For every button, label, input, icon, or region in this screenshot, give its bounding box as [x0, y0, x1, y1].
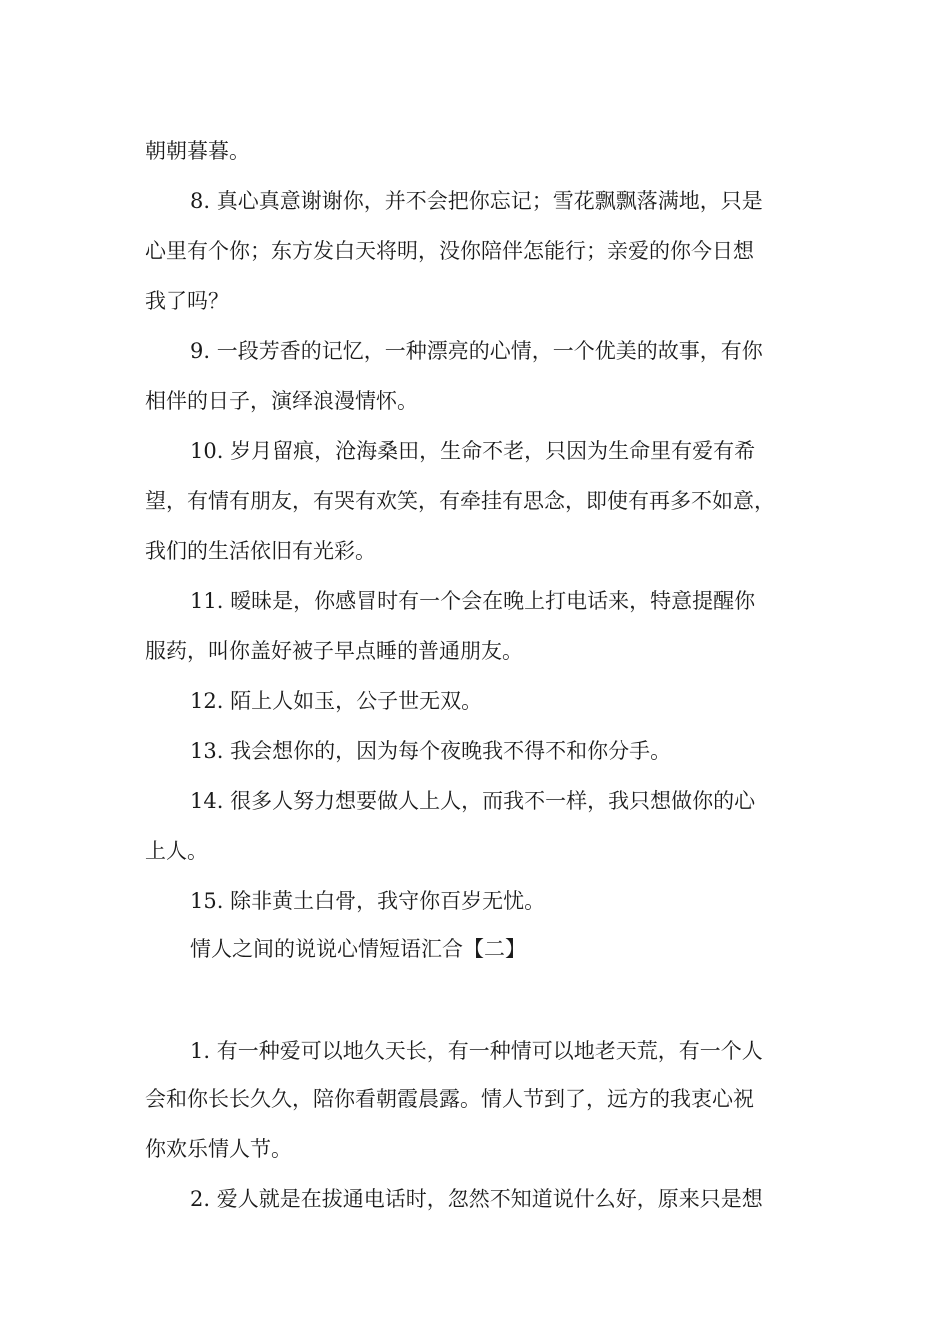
- text-line: 我们的生活依旧有光彩。: [145, 539, 376, 563]
- text-line: 你欢乐情人节。: [145, 1137, 292, 1161]
- text-line: 望，有情有朋友，有哭有欢笑，有牵挂有思念，即使有再多不如意，: [145, 489, 775, 513]
- list-item-15-line: 15. 除非黄土白骨，我守你百岁无忧。: [190, 889, 546, 913]
- list-item-10-line: 10. 岁月留痕，沧海桑田，生命不老，只因为生命里有爱有希: [190, 439, 756, 463]
- text-line: 会和你长长久久，陪你看朝霞晨露。情人节到了，远方的我衷心祝: [145, 1087, 754, 1111]
- text-line: 朝朝暮暮。: [145, 139, 250, 163]
- list-item-14-line: 14. 很多人努力想要做人上人，而我不一样，我只想做你的心: [190, 789, 756, 813]
- text-line: 心里有个你；东方发白天将明，没你陪伴怎能行；亲爱的你今日想: [145, 239, 754, 263]
- list-item-1-line: 1. 有一种爱可以地久天长，有一种情可以地老天荒，有一个人: [190, 1039, 763, 1063]
- text-line: 我了吗？: [145, 289, 229, 313]
- list-item-11-line: 11. 暧昧是，你感冒时有一个会在晚上打电话来，特意提醒你: [190, 589, 756, 613]
- section-heading: 情人之间的说说心情短语汇合【二】: [190, 937, 526, 961]
- text-line: 相伴的日子，演绎浪漫情怀。: [145, 389, 418, 413]
- list-item-9-line: 9. 一段芳香的记忆，一种漂亮的心情，一个优美的故事，有你: [190, 339, 763, 363]
- text-line: 上人。: [145, 839, 208, 863]
- list-item-8-line: 8. 真心真意谢谢你，并不会把你忘记；雪花飘飘落满地，只是: [190, 189, 763, 213]
- list-item-12-line: 12. 陌上人如玉，公子世无双。: [190, 689, 483, 713]
- text-line: 服药，叫你盖好被子早点睡的普通朋友。: [145, 639, 523, 663]
- list-item-2-line: 2. 爱人就是在拔通电话时，忽然不知道说什么好，原来只是想: [190, 1187, 763, 1211]
- list-item-13-line: 13. 我会想你的，因为每个夜晚我不得不和你分手。: [190, 739, 672, 763]
